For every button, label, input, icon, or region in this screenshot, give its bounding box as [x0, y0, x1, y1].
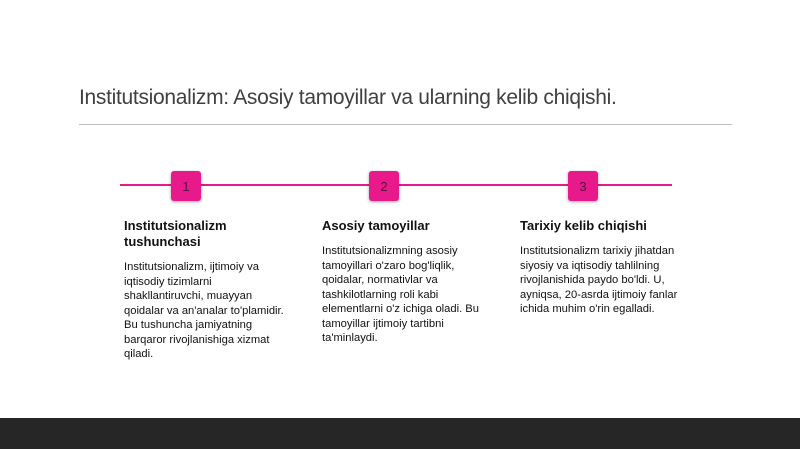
column-body: Institutsionalizm, ijtimoiy va iqtisodiy tizimlarni shakllantiruvchi, muayyan qoidalar va an'analar to'plamidir. Bu tushuncha jamiyatning barqaror rivojlanishiga xizmat qiladi.	[124, 261, 284, 360]
bottom-bar	[0, 418, 800, 449]
column-body: Institutsionalizm tarixiy jihatdan siyosiy va iqtisodiy tahlilning rivojlanishida paydo bo'ldi. U, ayniqsa, 20-asrda ijtimoiy fanlar ichida muhim o'rin egalladi.	[520, 245, 678, 315]
timeline-marker-1: 1	[171, 171, 201, 201]
title-divider	[79, 124, 732, 125]
timeline-column-3	[520, 218, 690, 317]
timeline-marker-2: 2	[369, 171, 399, 201]
slide-title: Institutsionalizm: Asosiy tamoyillar va ularning kelib chiqishi.	[79, 86, 617, 109]
column-body: Institutsionalizmning asosiy tamoyillari o'zaro bog'liqlik, qoidalar, normativlar va tashkilotlarning roli kabi elementlarni o'z ichiga oladi. Bu tamoyillar ijtimoiy tartibni ta'minlaydi.	[322, 245, 479, 344]
column-heading: Asosiy tamoyillar	[322, 218, 430, 233]
timeline-marker-3: 3	[568, 171, 598, 201]
timeline-column-1	[124, 218, 294, 362]
timeline-column-2	[322, 218, 492, 346]
column-heading: Institutsionalizm tushunchasi	[124, 218, 227, 249]
column-heading: Tarixiy kelib chiqishi	[520, 218, 647, 233]
